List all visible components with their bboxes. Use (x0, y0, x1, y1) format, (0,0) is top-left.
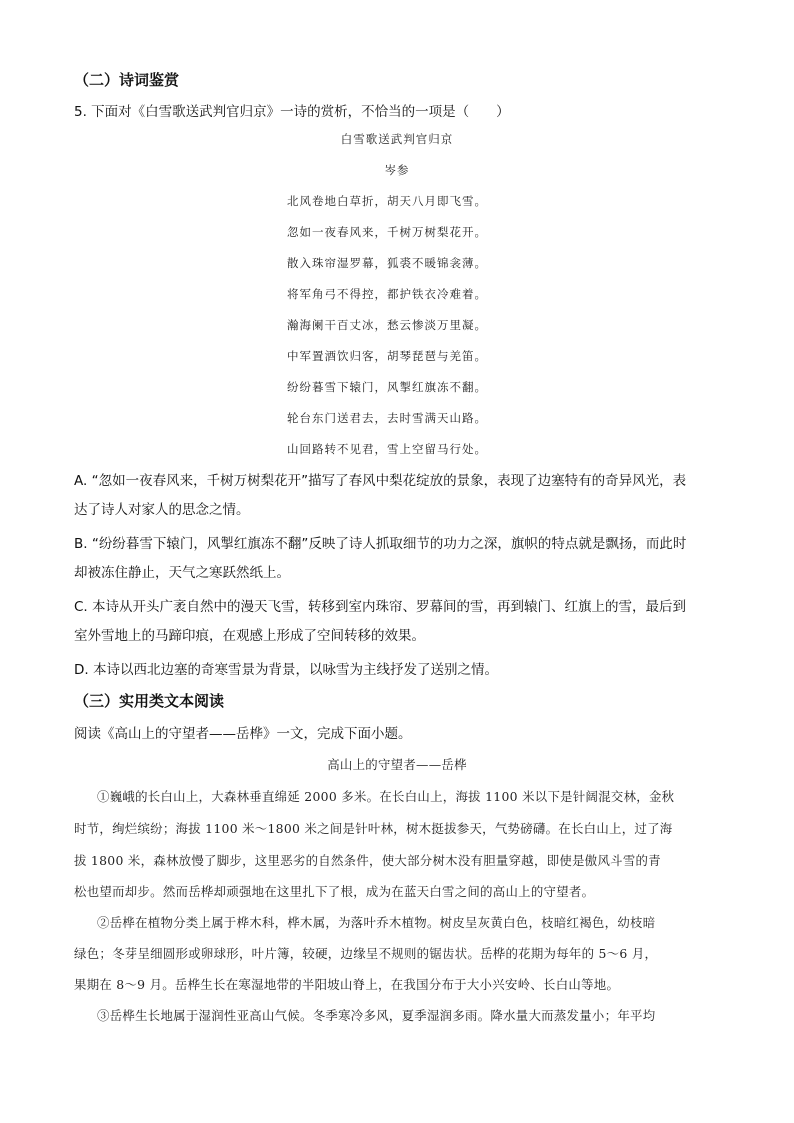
option-c-line: C. 本诗从开头广袤自然中的漫天飞雪，转移到室内珠帘、罗幕间的雪，再到辕门、红旗上的雪，最后到 (74, 599, 687, 615)
article-line: ②岳桦在植物分类上属于桦木科，桦木属，为落叶乔木植物。树皮呈灰黄白色，枝暗红褐色，幼枝暗 (97, 915, 656, 930)
article-line: 果期在 8～9 月。岳桦生长在寒湿地带的半阳坡山脊上，在我国分布于大小兴安岭、长白山等地。 (74, 977, 620, 992)
article-title: 高山上的守望者——岳桦 (327, 757, 467, 772)
poem-line: 忽如一夜春风来，千树万树梨花开。 (287, 225, 487, 239)
poem-line: 瀚海阑干百丈冰，愁云惨淡万里凝。 (287, 318, 487, 332)
poem-author: 岑参 (384, 163, 410, 177)
question-5-stem: 5. 下面对《白雪歌送武判官归京》一诗的赏析，不恰当的一项是（ ） (74, 104, 510, 120)
option-a-line: A. “忽如一夜春风来，千树万树梨花开”描写了春风中梨花绽放的景象，表现了边塞特有的奇异风光，表 (74, 473, 687, 489)
article-line: 松也望而却步。然而岳桦却顽强地在这里扎下了根，成为在蓝天白雪之间的高山上的守望者。 (74, 884, 595, 899)
option-a[interactable] (74, 467, 686, 525)
option-c[interactable] (74, 593, 686, 651)
option-d-line: D. 本诗以西北边塞的奇寒雪景为背景，以咏雪为主线抒发了送别之情。 (74, 662, 498, 678)
article-line: 拔 1800 米，森林放慢了脚步，这里恶劣的自然条件，使大部分树木没有胆量穿越，即使是傲风斗雪的青 (74, 853, 661, 868)
article-line: 时节，绚烂缤纷；海拔 1100 米～1800 米之间是针叶林，树木挺拔参天，气势磅礴。在长白山上，过了海 (74, 821, 673, 836)
option-a-line: 达了诗人对家人的思念之情。 (74, 502, 250, 518)
section-title-poetry: （二）诗词鉴赏 (74, 71, 180, 89)
article-line: 绿色；冬芽呈细圆形或卵球形，叶片簿，较硬，边缘呈不规则的锯齿状。岳桦的花期为每年的 5～6 月， (74, 946, 658, 961)
option-b-line: B. “纷纷暮雪下辕门，风掣红旗冻不翻”反映了诗人抓取细节的功力之深，旗帜的特点就是飘扬，而此时 (74, 536, 687, 552)
option-b[interactable] (74, 530, 686, 588)
option-c-line: 室外雪地上的马蹄印痕，在观感上形成了空间转移的效果。 (74, 628, 425, 644)
option-d[interactable] (74, 656, 498, 685)
option-b-line: 却被冻住静止，天气之寒跃然纸上。 (74, 565, 290, 581)
poem-line: 中军置酒饮归客，胡琴琵琶与羌笛。 (287, 349, 487, 363)
article-line: ①巍峨的长白山上，大森林垂直绵延 2000 多米。在长白山上，海拔 1100 米以下是针阔混交林，金秋 (97, 789, 675, 804)
poem-line: 轮台东门送君去，去时雪满天山路。 (287, 411, 487, 425)
poem-line: 将军角弓不得控，都护铁衣冷难着。 (287, 287, 487, 301)
poem-line: 北风卷地白草折，胡天八月即飞雪。 (287, 194, 487, 208)
article-line: ③岳桦生长地属于湿润性亚高山气候。冬季寒冷多风，夏季湿润多雨。降水量大而蒸发量小；年平均 (97, 1008, 656, 1023)
section-title-practical-reading: （三）实用类文本阅读 (74, 692, 225, 710)
reading-instruction: 阅读《高山上的守望者——岳桦》一文，完成下面小题。 (74, 726, 412, 742)
poem-line: 山回路转不见君，雪上空留马行处。 (287, 442, 487, 456)
poem-title: 白雪歌送武判官归京 (340, 132, 454, 146)
poem-line: 散入珠帘湿罗幕，狐裘不暖锦衾薄。 (287, 256, 487, 270)
poem-line: 纷纷暮雪下辕门，风掣红旗冻不翻。 (287, 380, 487, 394)
